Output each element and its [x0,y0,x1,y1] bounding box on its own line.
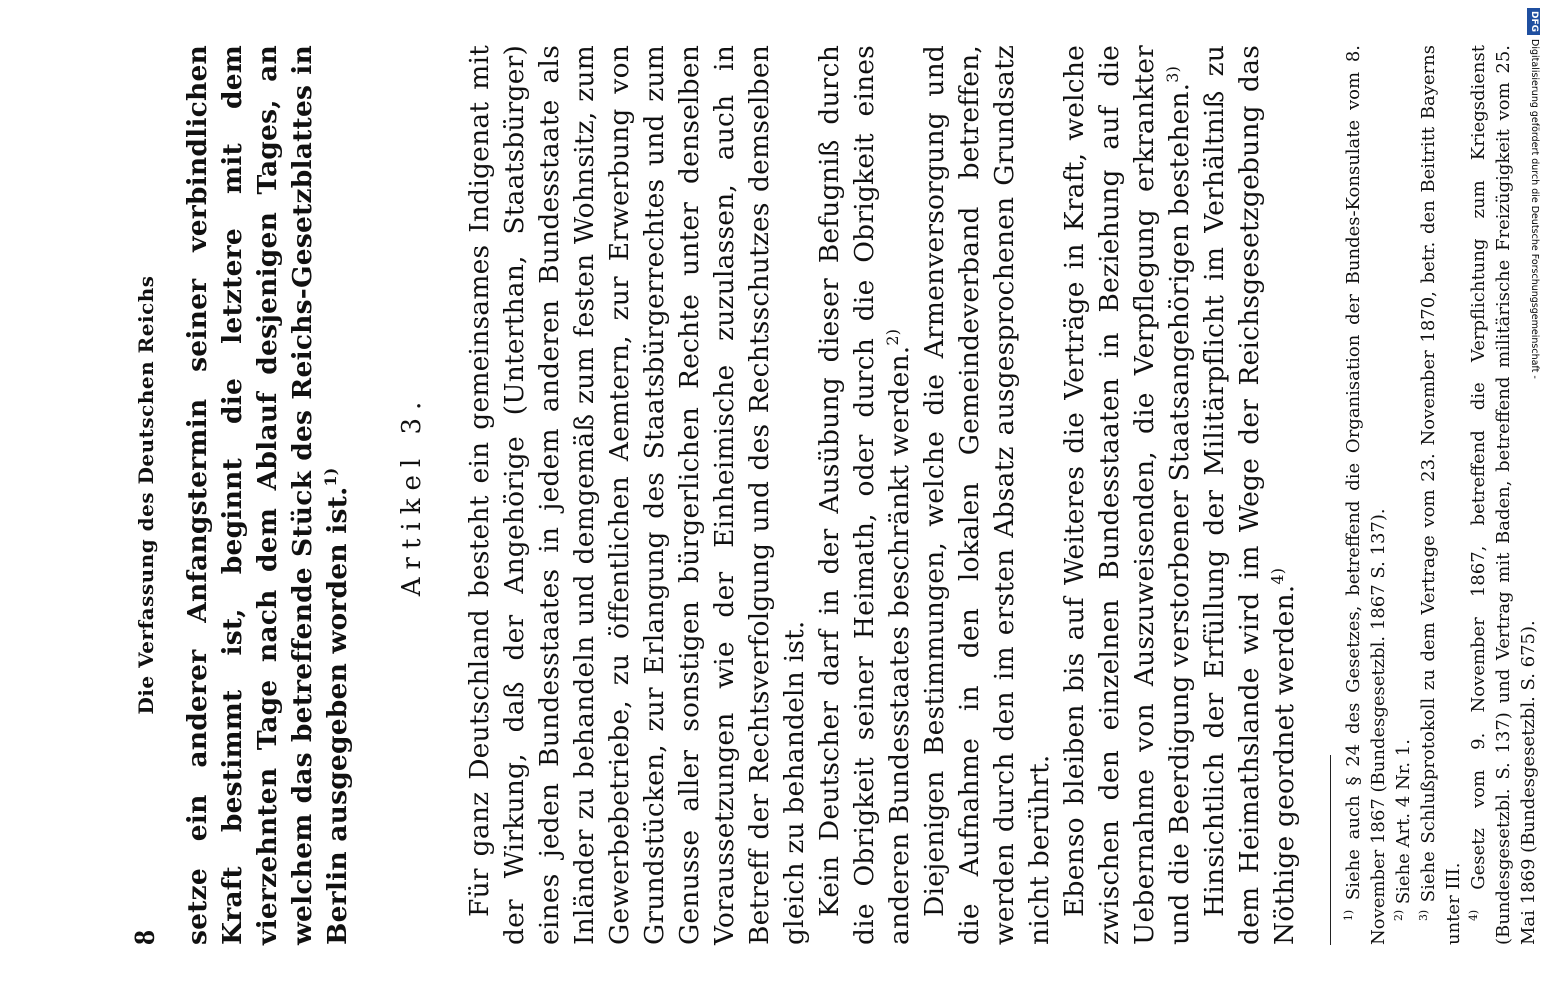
article-paragraph [1197,45,1302,945]
footnote-mark: 3) [1417,909,1430,921]
paragraph-text: Kein Deutscher darf in der Ausübung dieser Befugniß durch die Obrigkeit seiner Heimath, oder durch die Obrigkeit eines anderen Bundesstaates beschränkt werden. [814,45,915,945]
article-heading: Artikel 3. [397,393,427,597]
footnote-ref: 1) [321,467,341,487]
article-paragraph [812,45,917,945]
footnote-text: Gesetz vom 9. November 1867, betreffend die Verpflichtung zum Kriegsdienst (Bundesgesetzbl. S. 137) und Vertrag mit Baden, betreffend militärische Freizügigkeit vom 25. Mai 1869 (Bundesgesetzbl. S. 675). [1468,45,1539,945]
footnote-ref: 3) [1163,66,1183,83]
footnotes [1341,45,1541,945]
running-head-title: Die Verfassung des Deutschen Reichs [134,275,158,715]
body-text [180,45,1302,945]
digitization-credit-text [1527,8,1541,998]
footnote-ref: 2) [883,328,903,346]
digitization-credit [1528,8,1542,998]
lead-paragraph [180,45,355,945]
article-paragraph [1057,45,1197,945]
footnote-text: Siehe auch § 24 des Gesetzes, betreffend die Organisation der Bundes-Konsulate vom 8. November 1867 (Bundesgesetzbl. 1867 S. 137). [1343,45,1389,945]
footnote-mark: 2) [1392,909,1405,921]
paragraph-text: Hinsichtlich der Erfüllung der Militärpflicht im Verhältniß zu dem Heimathslande wird im Wege der Reichsgesetzgebung das Nöthige geordnet werden. [1199,45,1300,945]
article-paragraph [462,45,812,945]
footnote [1341,45,1391,945]
paragraph-text: Für ganz Deutschland besteht ein gemeinsames Indigenat mit der Wirkung, daß der Angehörige (Unterthan, Staatsbürger) eines jeden Bundesstaates in jedem anderen Bundesstaate als Inländer zu behandeln und demgemäß zum festen Wohnsitz, zum Gewerbebetriebe, zu öffentlichen Aemtern, zur Erwerbung von Grundstücken, zur Erlangung des Staatsbürgerrechtes und zum Genusse aller sonstigen bürgerlichen Rechte unter denselben Voraussetzungen wie der Einheimische zuzulassen, auch in Betreff der Rechtsverfolgung und des Rechtsschutzes demselben gleich zu behandeln ist. [464,45,810,945]
footnote-mark: 1) [1342,909,1355,921]
paragraph-text: Ebenso bleiben bis auf Weiteres die Verträge in Kraft, welche zwischen den einzelnen Bundesstaaten in Beziehung auf die Uebernahme von Auszuweisenden, die Verpflegung erkrankter und die Beerdigung verstorbener Staatsangehörigen bestehen. [1059,45,1195,945]
running-head [120,45,180,945]
lead-paragraph-text: setze ein anderer Anfangstermin seiner verbindlichen Kraft bestimmt ist, beginnt die letztere mit dem vierzehnten Tage nach dem Ablauf desjenigen Tages, an welchem das betreffende Stück des Reichs-Gesetzblattes in Berlin ausgegeben worden ist. [182,45,353,945]
paragraph-text: Diejenigen Bestimmungen, welche die Armenversorgung und die Aufnahme in den lokalen Gemeindeverband betreffen, werden durch den im ersten Absatz ausgesprochenen Grundsatz nicht berührt. [919,45,1055,945]
footnote-ref: 4) [1268,567,1288,585]
article-paragraph [917,45,1057,945]
page-number: 8 [128,930,161,945]
footnote-text: Siehe Art. 4 Nr. 1. [1393,739,1414,905]
footnote-mark: 4) [1467,909,1480,921]
footnote [1416,45,1466,945]
credit-text: Digitalisierung gefördert durch die Deutsche Forschungsgemeinschaft - [1529,39,1540,379]
footnote [1391,45,1416,945]
footnote-text: Siehe Schlußprotokoll zu dem Vertrage vom 23. November 1870, betr. den Beitritt Bayerns unter III. [1418,45,1464,945]
footnote-divider [1330,755,1331,945]
dfg-logo-icon: DFG [1527,8,1540,35]
